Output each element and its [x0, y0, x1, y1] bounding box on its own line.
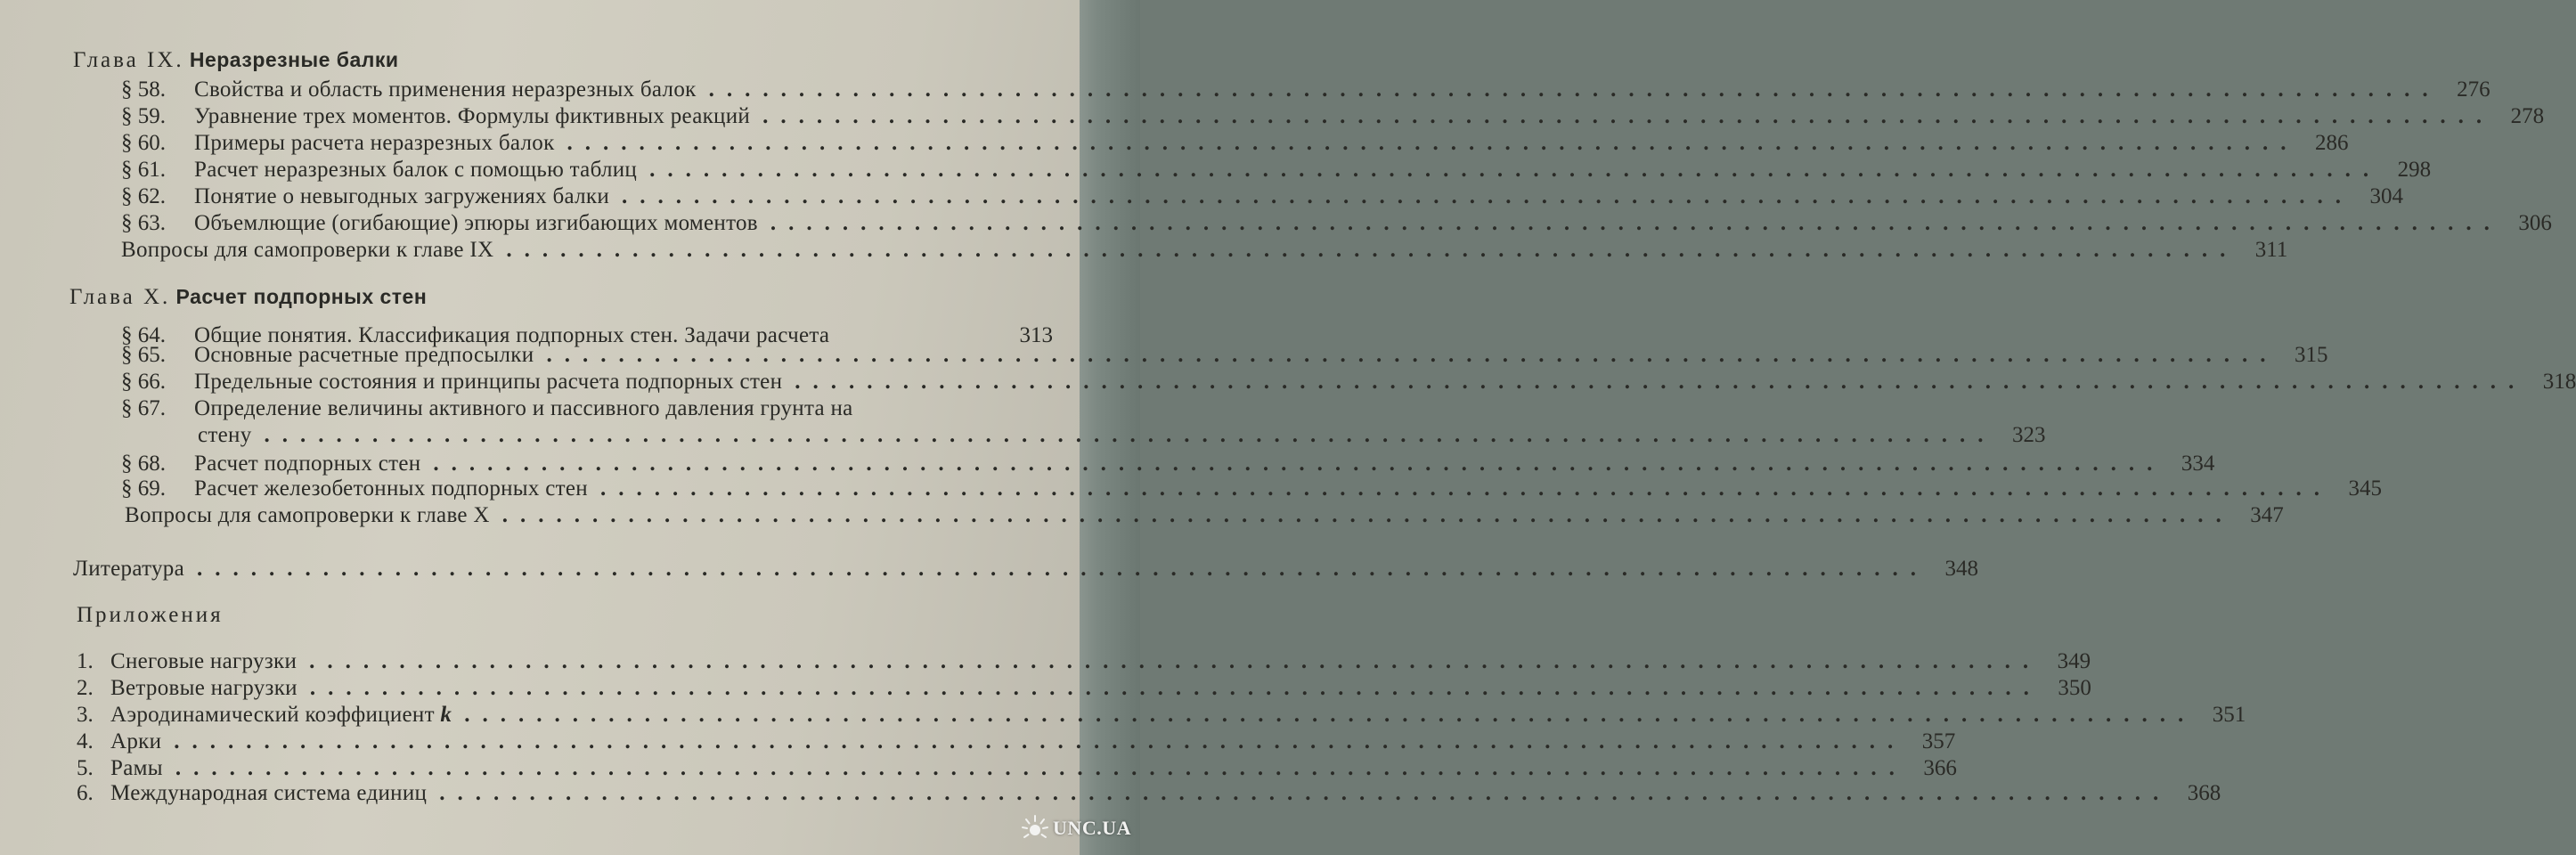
toc-row-66	[121, 369, 2576, 395]
toc-row-63	[121, 210, 2552, 237]
toc-row-appendix-4	[77, 729, 1956, 755]
toc-row-62	[121, 183, 2404, 210]
page-number: 347	[2250, 503, 2284, 527]
section-number: § 66.	[121, 370, 166, 394]
section-title: Вопросы для самопроверки к главе IX	[121, 238, 494, 262]
chapter-label: Глава IX.	[73, 48, 184, 72]
toc-row-64	[121, 315, 1053, 347]
appendix-title: Ветровые нагрузки	[110, 676, 298, 700]
section-number: § 68.	[121, 452, 166, 476]
toc-row-58	[121, 77, 2490, 103]
page-number: 323	[2012, 423, 2046, 447]
appendix-number: 6.	[77, 781, 94, 805]
toc-row-appendix-2	[77, 675, 2091, 702]
page-number: 286	[2315, 131, 2349, 155]
section-number: § 63.	[121, 211, 166, 235]
appendix-title	[110, 702, 452, 729]
toc-row-questions-9	[121, 237, 2288, 264]
appendix-number: 5.	[77, 756, 94, 780]
dot-leader: ................................................................................................	[433, 452, 2165, 476]
dot-leader	[833, 315, 1008, 342]
toc-row-60	[121, 130, 2349, 157]
dot-leader: ................................................................................................	[309, 676, 2042, 700]
page-number: 278	[2510, 104, 2545, 128]
section-number: § 58.	[121, 77, 166, 102]
page-number: 334	[2181, 452, 2215, 476]
page-number: 366	[1923, 756, 1957, 780]
toc-row-67-cont	[198, 422, 2046, 449]
page-number: 357	[1921, 729, 1956, 753]
dot-leader: ................................................................................................	[439, 781, 2172, 805]
page-number: 306	[2518, 211, 2552, 235]
section-title: Вопросы для самопроверки к главе X	[125, 503, 490, 527]
appendix-number: 4.	[77, 729, 94, 753]
watermark	[1021, 814, 1131, 843]
toc-row-59	[121, 103, 2545, 130]
section-title: Расчет неразрезных балок с помощью таблиц	[194, 158, 638, 182]
section-title: Определение величины активного и пассивного давления грунта на	[194, 396, 853, 420]
appendix-title-symbol: k	[440, 703, 452, 727]
toc-row-69	[121, 476, 2382, 502]
dot-leader: ................................................................................................	[599, 476, 2332, 501]
dot-leader: ................................................................................................	[708, 77, 2441, 102]
page-number: 318	[2542, 370, 2576, 394]
page-number: 350	[2058, 676, 2091, 700]
section-title: Уравнение трех моментов. Формулы фиктивных реакций	[194, 104, 751, 128]
appendix-title: Арки	[110, 729, 162, 753]
appendix-number: 3.	[77, 703, 94, 727]
dot-leader: ................................................................................................	[795, 370, 2527, 394]
toc-row-questions-10	[125, 502, 2284, 529]
section-number: § 67.	[121, 396, 166, 420]
toc-row-appendix-5	[77, 755, 1957, 782]
appendix-number: 1.	[77, 649, 94, 673]
chapter-title: Расчет подпорных стен	[175, 285, 428, 308]
dot-leader: ................................................................................................	[762, 104, 2495, 128]
section-number: § 62.	[121, 184, 166, 208]
section-title: Понятие о невыгодных загружениях балки	[194, 184, 610, 208]
literature-title: Литература	[73, 557, 184, 581]
toc-row-appendix-6	[77, 780, 2221, 807]
section-number: § 65.	[121, 343, 166, 367]
section-title: Предельные состояния и принципы расчета подпорных стен	[194, 370, 783, 394]
page-number: 351	[2212, 703, 2246, 727]
dot-leader: ................................................................................................	[546, 343, 2278, 367]
dot-leader: ................................................................................................	[309, 649, 2042, 673]
dot-leader: ................................................................................................	[649, 158, 2382, 182]
dot-leader: ................................................................................................	[770, 211, 2502, 235]
appendix-title-text: Аэродинамический коэффициент	[110, 703, 441, 727]
page-number: 315	[2294, 343, 2328, 367]
dot-leader: ................................................................................................	[567, 131, 2299, 155]
chapter-heading-10	[69, 283, 427, 311]
appendix-title: Рамы	[110, 756, 163, 780]
section-number: § 60.	[121, 131, 166, 155]
dot-leader: ................................................................................................	[175, 756, 1907, 780]
watermark-text: UNC.UA	[1053, 817, 1131, 839]
page-number: 298	[2397, 158, 2432, 182]
toc-row-67	[121, 395, 1053, 422]
dot-leader: ................................................................................................	[264, 423, 1996, 447]
page-number: 304	[2369, 184, 2404, 208]
dot-leader: ................................................................................................	[501, 503, 2234, 527]
page-number: 345	[2348, 476, 2382, 501]
page-number: 368	[2187, 781, 2221, 805]
dot-leader: ................................................................................................	[464, 703, 2197, 727]
section-title: Общие понятия. Классификация подпорных стен. Задачи расчета	[194, 323, 830, 347]
appendices-heading	[77, 602, 224, 629]
chapter-label: Глава X.	[69, 285, 171, 309]
section-title: Расчет подпорных стен	[194, 452, 421, 476]
section-title: Примеры расчета неразрезных балок	[194, 131, 555, 155]
toc-row-61	[121, 157, 2432, 183]
page-number: 313	[1019, 323, 1053, 347]
chapter-title: Неразрезные балки	[189, 48, 399, 71]
toc-row-68	[121, 451, 2215, 477]
section-number: § 69.	[121, 476, 166, 501]
appendix-number: 2.	[77, 676, 94, 700]
section-number: § 61.	[121, 158, 166, 182]
section-number: § 64.	[121, 323, 166, 347]
section-title: Расчет железобетонных подпорных стен	[194, 476, 588, 501]
appendix-title: Снеговые нагрузки	[110, 649, 298, 673]
sun-logo-icon	[1021, 814, 1049, 843]
page-number: 311	[2254, 238, 2288, 262]
toc-row-65	[121, 342, 2328, 369]
section-title: стену	[198, 423, 252, 447]
dot-leader: ................................................................................................	[622, 184, 2354, 208]
toc-row-appendix-1	[77, 648, 2091, 675]
dot-leader: ................................................................................................	[506, 238, 2238, 262]
page-number: 348	[1944, 557, 1978, 581]
section-title: Основные расчетные предпосылки	[194, 343, 534, 367]
chapter-heading-9	[73, 46, 399, 74]
section-title: Объемлющие (огибающие) эпюры изгибающих моментов	[194, 211, 758, 235]
appendix-title: Международная система единиц	[110, 781, 428, 805]
page-number: 349	[2057, 649, 2091, 673]
section-title: Свойства и область применения неразрезных балок	[194, 77, 697, 102]
dot-leader: ................................................................................................	[174, 729, 1906, 753]
toc-row-literature	[73, 556, 1978, 582]
toc-row-appendix-3	[77, 702, 2246, 729]
page-number: 276	[2457, 77, 2490, 102]
appendices-title: Приложения	[77, 603, 224, 627]
section-number: § 59.	[121, 104, 166, 128]
dot-leader: ................................................................................................	[197, 557, 1928, 581]
